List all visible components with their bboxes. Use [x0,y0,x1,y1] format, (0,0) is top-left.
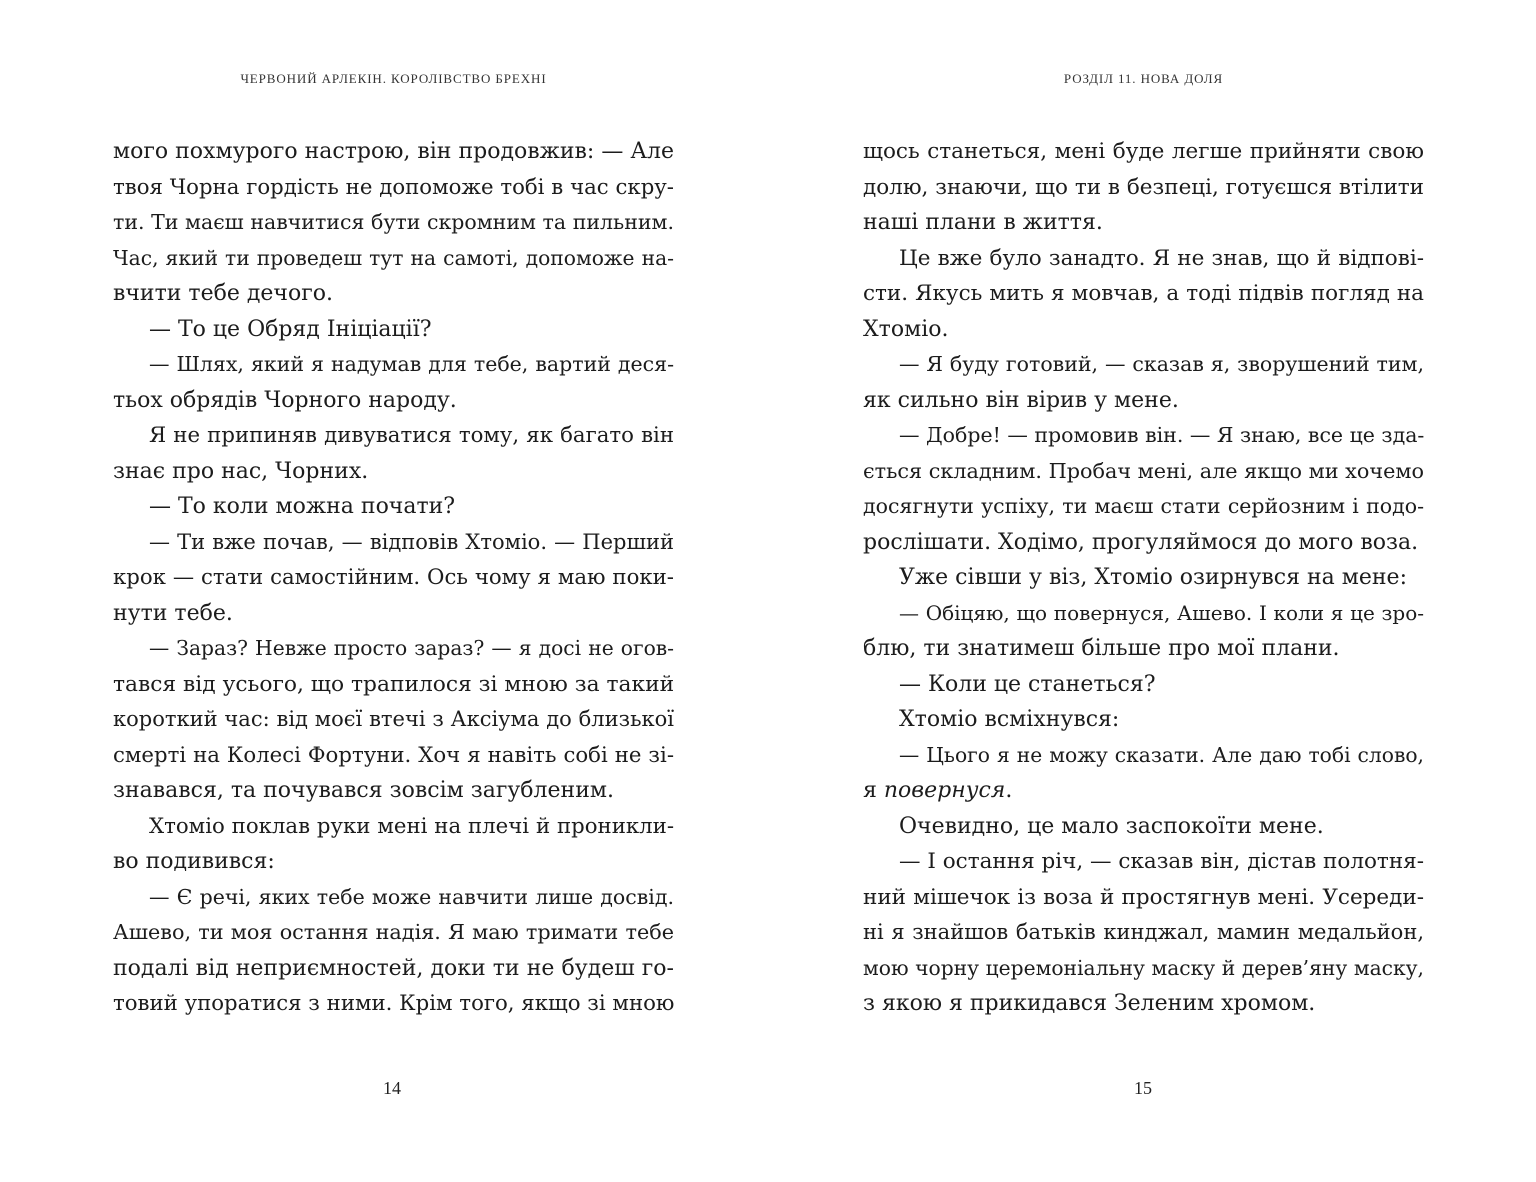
text-line: Ашево, ти моя остання надія. Я маю тримати тебе [113,920,674,944]
text-line: долю, знаючи, що ти в безпеці, готуєшся втілити [863,174,1424,200]
text-line: товий упоратися з ними. Крім того, якщо зі мною [113,991,675,1016]
text-line: — Є речі, яких тебе може навчити лише досвід. [149,884,674,909]
text-line: короткий час: від моєї втечі з Аксіума до близької [113,707,674,731]
text-line: досягнути успіху, ти маєш стати серйозним і подо- [863,494,1424,518]
text-line: — Коли це станеться? [899,671,1156,697]
text-line: — Обіцяю, що повернуся, Ашево. І коли я це зро- [899,600,1424,625]
text-line: — Я буду готовий, — сказав я, зворушений тим, [899,352,1424,376]
text-line: Час, який ти проведеш тут на самоті, допоможе на- [113,245,674,270]
text-line: — То це Обряд Ініціації? [149,316,432,342]
left-running-head: ЧЕРВОНИЙ АРЛЕКІН. КОРОЛІВСТВО БРЕХНІ [240,71,547,86]
text-line: тався від усього, що трапилося зі мною за такий [113,671,675,697]
text-line: з якою я прикидався Зеленим хромом. [863,991,1316,1016]
text-line-segment: я [863,778,884,803]
text-line: Очевидно, це мало заспокоїти мене. [899,813,1324,839]
text-line: Це вже було занадто. Я не знав, що й відпові- [899,245,1424,271]
text-line: смерті на Колесі Фортуни. Хоч я навіть собі не зі- [113,742,674,768]
text-line: нути тебе. [113,600,233,626]
text-line: знавався, та почувався зовсім загубленим. [113,778,614,803]
text-line: крок — стати самостійним. Ось чому я маю поки- [113,565,674,590]
italic-word: повернуся [883,778,1006,803]
text-line-segment: . [1005,778,1013,803]
text-line: Хтоміо поклав руки мені на плечі й проникли- [149,813,674,839]
text-line: Хтоміо. [863,316,949,342]
text-line: як сильно він вірив у мене. [863,387,1179,413]
left-text-block [113,134,674,1022]
text-line: подалі від неприємностей, доки ти не будеш го- [113,955,674,981]
text-line: — То коли можна почати? [149,494,456,519]
text-line: мого похмурого настрою, він продовжив: — Але [113,139,674,164]
text-line: — Шлях, який я надумав для тебе, вартий деся- [149,352,674,376]
text-line: — Зараз? Невже просто зараз? — я досі не огов- [149,636,674,660]
text-line: ти. Ти маєш навчитися бути скромним та пильним. [113,210,674,234]
text-line: мою чорну церемоніальну маску й дерев’яну маску, [863,955,1424,980]
text-line: ється складним. Пробач мені, але якщо ми хочемо [863,458,1424,483]
text-line: Хтоміо всміхнувся: [899,707,1120,732]
text-line: щось станеться, мені буде легше прийняти свою [863,139,1424,164]
text-line: — І остання річ, — сказав він, дістав полотня- [899,849,1424,874]
text-line: ний мішечок із воза й простягнув мені. Усереди- [863,884,1424,910]
right-running-head: РОЗДІЛ 11. НОВА ДОЛЯ [1063,71,1224,86]
text-line: — Ти вже почав, — відповів Хтоміо. — Перший [149,529,674,554]
text-line: вчити тебе дечого. [113,281,333,306]
text-line: наші плани в життя. [863,210,1103,235]
text-line: твоя Чорна гордість не допоможе тобі в час скру- [113,174,674,200]
text-line: тьох обрядів Чорного народу. [113,387,457,413]
text-line: знає про нас, Чорних. [113,458,369,484]
text-line: во подивився: [113,849,275,874]
text-line: — Добре! — промовив він. — Я знаю, все це зда- [899,423,1425,447]
left-page-number: 14 [383,1078,401,1098]
right-text-block [863,134,1424,1022]
text-line: блю, ти знатимеш більше про мої плани. [863,636,1340,661]
right-page-number: 15 [1134,1078,1152,1098]
text-line: рослішати. Ходімо, прогуляймося до мого воза. [863,529,1419,555]
right-page [768,0,1536,1182]
text-line: ні я знайшов батьків кинджал, мамин медальйон, [863,920,1424,944]
text-line: — Цього я не можу сказати. Але даю тобі слово, [899,742,1424,767]
text-line: Я не припиняв дивуватися тому, як багато він [149,423,674,448]
text-line: Уже сівши у віз, Хтоміо озирнувся на мене: [899,565,1407,590]
text-line [863,773,1424,809]
text-line: сти. Якусь мить я мовчав, а тоді підвів погляд на [863,281,1424,306]
